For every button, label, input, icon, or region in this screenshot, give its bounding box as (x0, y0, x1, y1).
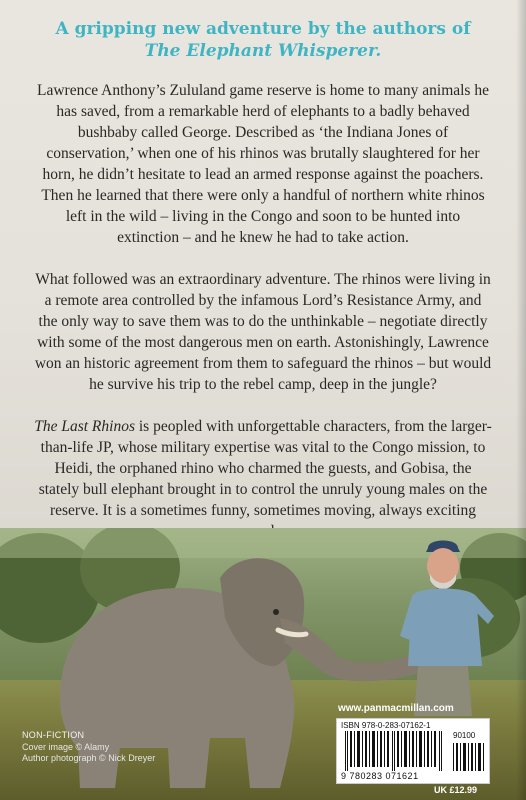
tagline-line: A gripping new adventure by the authors of (55, 19, 471, 39)
blurb-paragraph-2: What followed was an extraordinary adventure. The rhinos were living in a remote area controlled by the infamous Lord’s Resistance Army, and the only way to save them was to do the unthinkable – negotiate directly with some of the most dangerous men on earth. Astonishingly, Lawrence won an historic agreement from them to safeguard the rhinos – but would he survive his trip to the rebel camp, deep in the jungle? (34, 271, 492, 393)
blurb-paragraph-3-text: is peopled with unforgettable characters, from the larger-than-life JP, whose military expertise was vital to the Congo mission, to Heidi, the orphaned rhino who charmed the guests, and Gobisa, the stately bull elephant brought in to control the unruly young males on the reserve. It is a sometimes funny, sometimes moving, always exciting (38, 418, 492, 519)
book-title-italic: The Last Rhinos (34, 418, 135, 435)
barcode-bars (341, 731, 449, 771)
tagline-title: The Elephant Whisperer. (144, 41, 382, 61)
blurb (34, 80, 492, 563)
publisher-url: www.panmacmillan.com (338, 703, 454, 714)
tagline (0, 18, 526, 62)
barcode (336, 718, 490, 784)
author-credit: Author photograph © Nick Dreyer (22, 753, 156, 763)
cover-photo (0, 528, 526, 800)
spine-edge-shadow (516, 0, 526, 800)
category-label: NON-FICTION (22, 730, 85, 740)
blurb-paragraph-1: Lawrence Anthony’s Zululand game reserve is home to many animals he has saved, from a remarkable herd of elephants to a badly behaved bushbaby called George. Described as ‘the Indiana Jones of conservation,’ when one of his rhinos was brutally slaughtered for her horn, he didn’t hesitate to lead an armed response against the poachers. Then he learned that there were only a handful of northern white rhinos left in the wild – living in the Congo and soon to be hunted into extinction – and he knew he had to take action. (37, 82, 489, 246)
isbn: ISBN 978-0-283-07162-1 (341, 721, 431, 730)
barcode-ean-number: 9 780283 071621 (341, 771, 419, 781)
price: UK £12.99 (434, 785, 478, 795)
blurb-paragraph-3 (34, 416, 492, 542)
barcode-addon-number: 90100 (453, 731, 476, 740)
man-illustration (398, 536, 498, 716)
photo-credits (22, 742, 155, 764)
cover-credit: Cover image © Alamy (22, 742, 110, 752)
barcode-addon-bars (453, 743, 485, 771)
